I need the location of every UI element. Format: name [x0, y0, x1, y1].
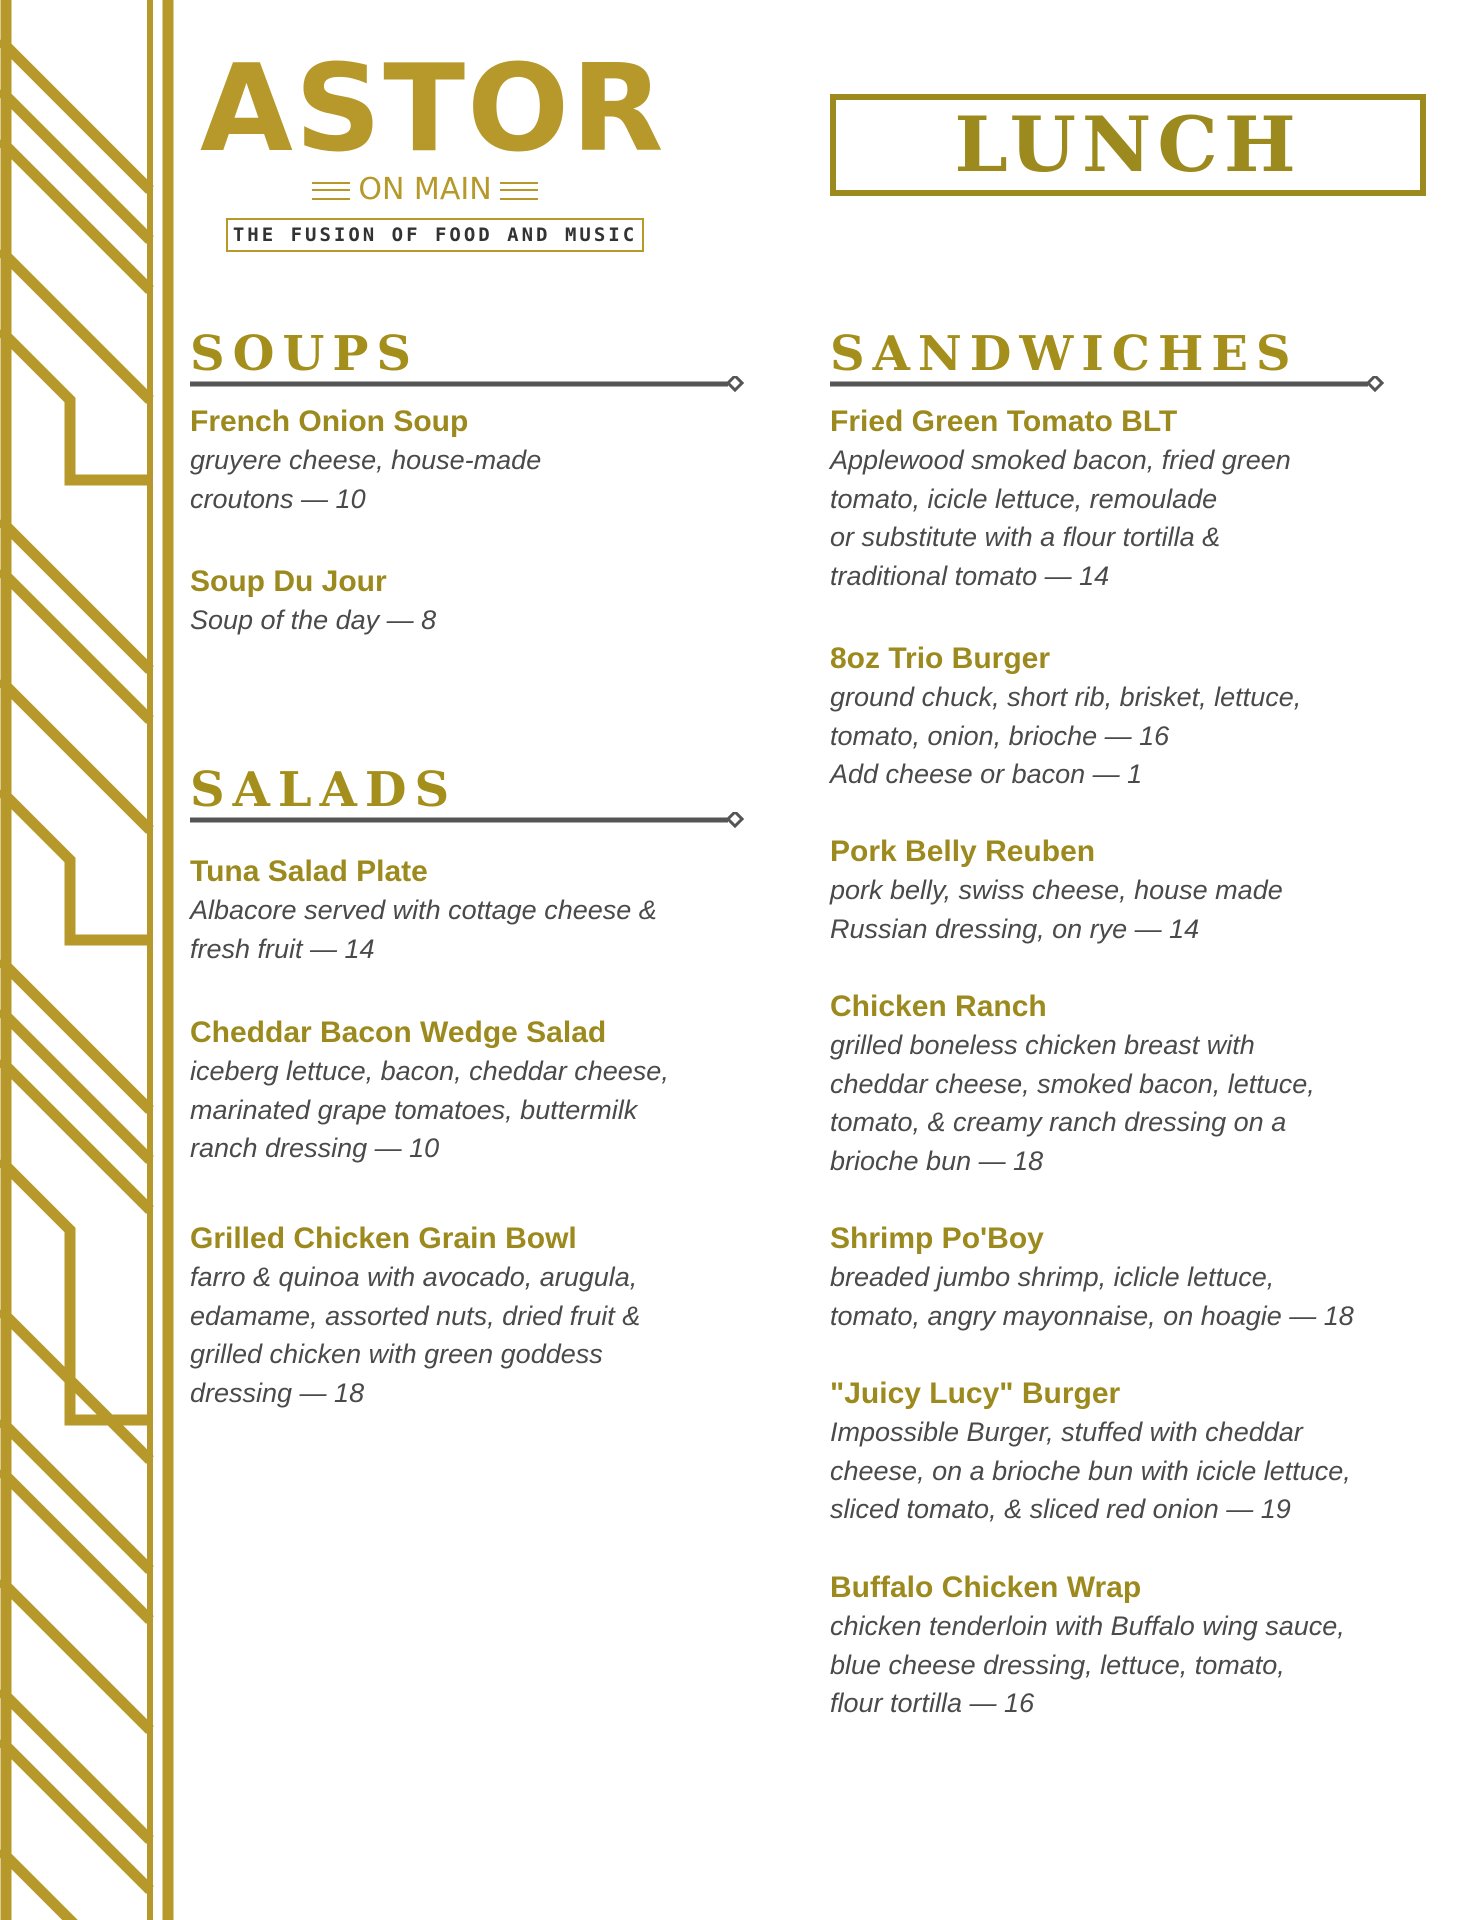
menu-item [190, 1220, 640, 1412]
item-line: ranch dressing — 10 [190, 1133, 440, 1163]
item-line: flour tortilla — 16 [830, 1688, 1035, 1718]
menu-item [190, 403, 541, 518]
menu-item [830, 1569, 1345, 1723]
item-line: blue cheese dressing, lettuce, tomato, [830, 1649, 1285, 1680]
item-line: Add cheese or bacon — 1 [830, 759, 1143, 789]
item-name: Shrimp Po'Boy [830, 1222, 1044, 1255]
menu-item [830, 640, 1301, 794]
item-description [190, 441, 541, 518]
menu-item [830, 1375, 1351, 1529]
item-description [830, 1607, 1345, 1723]
item-line: traditional tomato — 14 [830, 560, 1110, 591]
menu-item [190, 563, 436, 640]
section-title: SOUPS [190, 326, 420, 382]
logo-wordmark: ASTOR [200, 40, 666, 179]
item-name: "Juicy Lucy" Burger [830, 1377, 1121, 1410]
item-line: tomato, icicle lettuce, remoulade [830, 483, 1218, 514]
item-description [830, 678, 1301, 794]
section-header-sandwiches [830, 326, 1390, 398]
menu-item [830, 988, 1315, 1180]
menu-item [190, 853, 657, 968]
logo-subname-row [200, 172, 650, 207]
section-header-salads [190, 762, 750, 834]
item-line: Impossible Burger, stuffed with cheddar [830, 1417, 1303, 1447]
menu-item [830, 1220, 1354, 1335]
menu-item [190, 1014, 669, 1168]
item-line: farro & quinoa with avocado, arugula, [190, 1262, 638, 1292]
section-title: SALADS [190, 762, 458, 818]
item-line: Albacore served with cottage cheese & [190, 895, 657, 925]
item-line: or substitute with a flour tortilla & [830, 522, 1221, 552]
item-line: pork belly, swiss cheese, house made [830, 875, 1283, 905]
item-name: Chicken Ranch [830, 990, 1047, 1023]
item-line: cheddar cheese, smoked bacon, lettuce, [830, 1068, 1315, 1099]
item-line: edamame, assorted nuts, dried fruit & [190, 1300, 641, 1331]
item-line: fresh fruit — 14 [190, 933, 375, 964]
section-title: SANDWICHES [830, 326, 1299, 382]
item-line: ground chuck, short rib, brisket, lettuce, [830, 682, 1302, 712]
item-line: iceberg lettuce, bacon, cheddar cheese, [190, 1056, 669, 1086]
item-line: sliced tomato, & sliced red onion — 19 [830, 1494, 1291, 1524]
item-description [830, 1413, 1351, 1529]
item-name: Grilled Chicken Grain Bowl [190, 1222, 577, 1255]
item-line: dressing — 18 [190, 1377, 365, 1408]
logo-bars-icon [312, 182, 350, 200]
section-rule [190, 376, 750, 392]
item-line: tomato, angry mayonnaise, on hoagie — 18 [830, 1300, 1354, 1331]
logo-subname: ON MAIN [358, 172, 492, 207]
astor-logo [200, 40, 666, 260]
item-line: chicken tenderloin with Buffalo wing sauce, [830, 1611, 1345, 1641]
menu-item [830, 833, 1283, 948]
item-line: marinated grape tomatoes, buttermilk [190, 1094, 638, 1125]
section-header-soups [190, 326, 750, 398]
item-name: Buffalo Chicken Wrap [830, 1571, 1142, 1604]
menu-item [830, 403, 1291, 595]
item-line: brioche bun — 18 [830, 1145, 1044, 1176]
item-line: breaded jumbo shrimp, iclicle lettuce, [830, 1262, 1275, 1292]
item-line: grilled boneless chicken breast with [830, 1030, 1255, 1060]
item-name: Pork Belly Reuben [830, 835, 1096, 868]
item-description [830, 1026, 1315, 1180]
item-line: Russian dressing, on rye — 14 [830, 913, 1200, 944]
item-description [830, 1258, 1354, 1335]
item-line: gruyere cheese, house-made [190, 445, 542, 475]
item-name: Fried Green Tomato BLT [830, 405, 1178, 438]
menu-title: LUNCH [830, 94, 1426, 196]
item-line: tomato, onion, brioche — 16 [830, 720, 1170, 751]
item-name: French Onion Soup [190, 405, 469, 438]
item-line: cheese, on a brioche bun with icicle lettuce, [830, 1455, 1351, 1486]
item-description [190, 1052, 669, 1168]
item-name: Tuna Salad Plate [190, 855, 428, 888]
item-description [190, 601, 436, 640]
item-description [190, 891, 657, 968]
item-description [830, 441, 1291, 595]
item-description [190, 1258, 640, 1412]
item-description [830, 871, 1283, 948]
item-line: Soup of the day — 8 [190, 605, 437, 635]
item-line: tomato, & creamy ranch dressing on a [830, 1107, 1287, 1137]
section-rule [830, 376, 1390, 392]
item-line: croutons — 10 [190, 483, 366, 514]
item-line: grilled chicken with green goddess [190, 1339, 603, 1369]
section-rule [190, 812, 750, 828]
logo-bars-icon [500, 182, 538, 200]
item-name: Soup Du Jour [190, 565, 387, 598]
art-deco-stripe-band [0, 0, 176, 1920]
item-line: Applewood smoked bacon, fried green [830, 445, 1291, 475]
logo-tagline: THE FUSION OF FOOD AND MUSIC [226, 218, 644, 252]
item-name: Cheddar Bacon Wedge Salad [190, 1016, 607, 1049]
item-name: 8oz Trio Burger [830, 642, 1051, 675]
